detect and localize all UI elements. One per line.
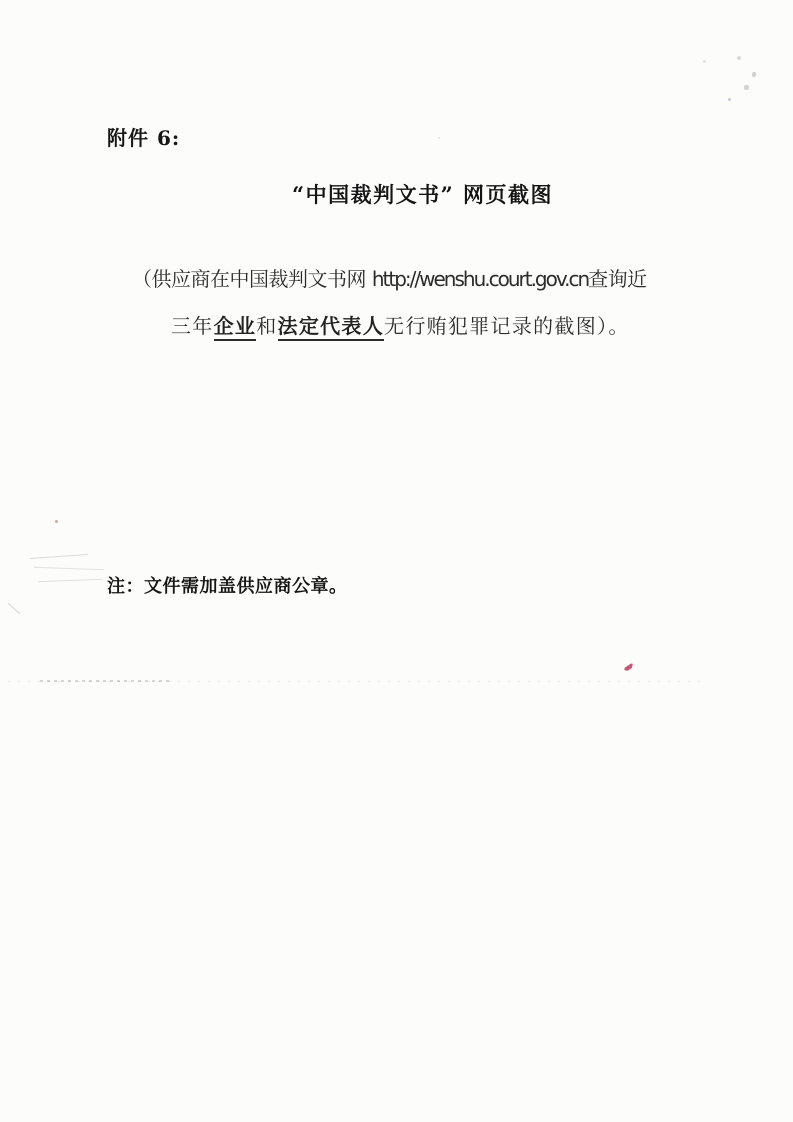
scan-speck-artifact — [744, 85, 749, 90]
attachment-number-label: 附件 6: — [107, 126, 181, 150]
stamp-requirement-note: 注：文件需加盖供应商公章。 — [107, 576, 348, 597]
body-paragraph-line-1 — [132, 263, 647, 292]
court-website-url: http://wenshu.court.gov.cn — [371, 267, 589, 291]
scan-streak-artifact — [8, 681, 700, 682]
paragraph-text-seg2: 和 — [256, 314, 278, 338]
diagonal-mark-artifact — [8, 603, 21, 614]
scan-speck-artifact — [703, 60, 706, 63]
paragraph-text-suffix: 查询近 — [588, 267, 647, 291]
pencil-smudge-artifact — [34, 567, 104, 570]
body-paragraph-line-2 — [171, 310, 630, 339]
scan-speck-artifact — [728, 98, 731, 101]
pencil-smudge-artifact — [38, 579, 102, 582]
scan-speck-artifact — [752, 72, 756, 77]
underlined-term-enterprise: 企业 — [214, 314, 257, 341]
scan-streak-dark-artifact — [40, 680, 172, 682]
document-title: “中国裁判文书” 网页截图 — [292, 182, 553, 207]
red-ink-speck-artifact — [624, 662, 633, 671]
paragraph-text-seg1: 三年 — [171, 314, 214, 338]
paragraph-text-prefix: （供应商在中国裁判文书网 — [132, 267, 372, 291]
scan-speck-artifact — [438, 137, 440, 139]
paragraph-text-seg3: 无行贿犯罪记录的截图）。 — [384, 314, 630, 338]
red-dot-artifact — [55, 520, 58, 523]
pencil-smudge-artifact — [30, 554, 88, 559]
underlined-term-legal-representative: 法定代表人 — [278, 314, 385, 341]
scan-speck-artifact — [737, 56, 741, 60]
